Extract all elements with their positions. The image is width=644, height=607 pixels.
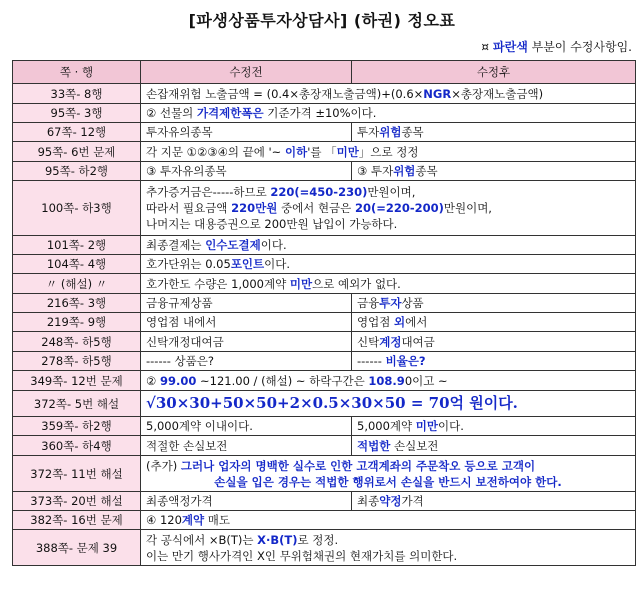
cell-after: [352, 123, 636, 142]
cell-text: 호가단위는 0.05: [146, 257, 231, 271]
cell-after: [352, 417, 636, 436]
cell-after: [352, 492, 636, 511]
correction-text: 투자: [379, 296, 402, 310]
cell-full: [141, 391, 636, 417]
cell-line: [146, 184, 630, 200]
cell-text: 최종액정가격: [146, 494, 213, 508]
note-text: 부분이 수정사항임.: [527, 40, 632, 54]
formula-text: √30×30+50×50+2×0.5×30×50 = 70억 원이다.: [146, 394, 518, 412]
cell-full: [141, 274, 636, 294]
cell-full: [141, 511, 636, 530]
cell-full: [141, 84, 636, 104]
cell-text: ------ 상품은?: [146, 354, 214, 368]
cell-line: [146, 474, 630, 490]
row-location: 360쪽- 하4행: [13, 436, 141, 456]
row-location: 349쪽- 12번 문제: [13, 371, 141, 391]
table-row: [13, 530, 636, 566]
cell-text: 으로 예외가 없다.: [312, 276, 401, 291]
cell-text: 이다.: [260, 238, 287, 252]
cell-text: 적절한 손실보전: [146, 438, 228, 453]
correction-text: 가격제한폭은: [196, 106, 264, 120]
cell-text: 만원이며,: [443, 201, 492, 215]
cell-text: 추가증거금은-----하므로: [146, 185, 271, 199]
cell-line: [146, 216, 630, 232]
correction-text: 손실을 입은 경우는 적법한 행위로서 손실을 반드시 보전하여야 한다.: [214, 474, 562, 489]
correction-text: 220(=450-230): [270, 185, 368, 199]
correction-text: 220만원: [231, 201, 278, 215]
correction-text: 외: [393, 315, 406, 329]
table-row: [13, 417, 636, 436]
cell-text: 손잡재위험 노출금액 = (0.4×총장재노출금액)+(0.6×: [146, 86, 424, 101]
cell-text: 나머지는 대용증권으로 200만원 납입이 가능하다.: [146, 217, 398, 231]
table-row: [13, 236, 636, 255]
header-after: 수정후: [352, 61, 636, 84]
cell-text: ② 선물의: [146, 106, 197, 120]
cell-text: 종목: [415, 164, 438, 178]
correction-text: 포인트: [230, 257, 265, 271]
cell-text: 에서: [405, 315, 428, 329]
row-location: 67쪽- 12행: [13, 123, 141, 142]
cell-line: [146, 532, 630, 548]
row-location: 359쪽- 하2행: [13, 417, 141, 436]
correction-text: NGR: [423, 86, 452, 101]
cell-text: ④ 120: [146, 513, 182, 527]
cell-text: 최종결제는: [146, 238, 206, 252]
table-row: [13, 391, 636, 417]
cell-text: 손실보전: [390, 438, 439, 453]
cell-before: [141, 294, 352, 313]
note-mark: ¤: [481, 40, 490, 54]
cell-text: ③ 투자유의종목: [146, 164, 227, 178]
table-row: [13, 123, 636, 142]
row-location: 95쪽- 하2행: [13, 162, 141, 181]
cell-text: 상품: [401, 296, 424, 310]
cell-text: 투자유의종목: [146, 125, 213, 139]
cell-after: [352, 352, 636, 371]
cell-text: 따라서 필요금액: [146, 201, 232, 215]
cell-text: 가격: [401, 494, 424, 508]
cell-after: [352, 332, 636, 352]
cell-text: 0이고 ~: [404, 373, 448, 388]
correction-text: 108.9: [368, 373, 405, 388]
cell-text: 영업점: [357, 315, 394, 329]
cell-text: ×총장재노출금액): [451, 86, 544, 101]
cell-full: [141, 255, 636, 274]
cell-after: [352, 313, 636, 332]
cell-text: ~121.00 / (해설) ~ 하락구간은: [196, 373, 369, 388]
row-location: 382쪽- 16번 문제: [13, 511, 141, 530]
correction-text: 이하: [284, 144, 308, 159]
table-row: [13, 371, 636, 391]
correction-text: 미만: [336, 144, 359, 159]
table-row: [13, 456, 636, 492]
cell-text: 이다.: [438, 419, 464, 433]
cell-text: 5,000계약 이내이다.: [146, 419, 253, 433]
cell-after: [352, 436, 636, 456]
cell-text: 투자: [357, 125, 380, 139]
cell-line: [146, 200, 630, 216]
cell-text: 로 정정.: [297, 532, 339, 547]
correction-text: 위험: [393, 164, 416, 178]
correction-text: 적법한: [357, 438, 391, 453]
row-location: 373쪽- 20번 해설: [13, 492, 141, 511]
cell-before: [141, 436, 352, 456]
page-title: [파생상품투자상담사] (하권) 정오표: [188, 11, 456, 30]
cell-text: 금융: [357, 296, 380, 310]
cell-before: [141, 352, 352, 371]
row-location: 388쪽- 문제 39: [13, 530, 141, 566]
row-location: 104쪽- 4행: [13, 255, 141, 274]
cell-text: 이는 만기 행사가격인 X인 무위험채권의 현재가치를 의미한다.: [146, 548, 458, 563]
correction-text: 그러나 업자의 명백한 실수로 인한 고객계좌의 주문착오 등으로 고객이: [180, 458, 536, 473]
table-row: [13, 352, 636, 371]
note-blue-word: 파란색: [493, 40, 528, 54]
cell-full: [141, 104, 636, 123]
table-row: [13, 294, 636, 313]
cell-before: [141, 313, 352, 332]
correction-text: 계정: [379, 334, 402, 349]
cell-line: [146, 548, 630, 564]
header-location: 쪽 · 행: [13, 61, 141, 84]
row-location: 372쪽- 5번 해설: [13, 391, 141, 417]
row-location: 100쪽- 하3행: [13, 181, 141, 236]
row-location: 33쪽- 8행: [13, 84, 141, 104]
row-location: 95쪽- 3행: [13, 104, 141, 123]
table-row: [13, 313, 636, 332]
cell-after: [352, 294, 636, 313]
cell-text: 각 공식에서 ×B(T)는: [146, 532, 258, 547]
row-location: 278쪽- 하5행: [13, 352, 141, 371]
cell-text: 」으로 정정: [358, 144, 419, 159]
table-row: [13, 332, 636, 352]
cell-text: 신탁개정대여금: [146, 334, 224, 349]
cell-full: [141, 456, 636, 492]
cell-text: 5,000계약: [357, 419, 416, 433]
cell-line: [146, 458, 630, 474]
cell-text: 최종: [357, 494, 380, 508]
cell-text: 대여금: [401, 334, 435, 349]
correction-text: 인수도결제: [205, 238, 261, 252]
cell-text: 영업점 내에서: [146, 315, 217, 329]
correction-text: 99.00: [159, 373, 197, 388]
table-row: [13, 511, 636, 530]
legend-note: [481, 38, 632, 55]
correction-text: 미만: [415, 419, 439, 433]
row-location: 95쪽- 6번 문제: [13, 142, 141, 162]
table-row: [13, 162, 636, 181]
cell-text: 중에서 현금은: [277, 201, 355, 215]
cell-full: [141, 236, 636, 255]
correction-text: X·B(T): [257, 532, 298, 547]
row-location: 219쪽- 9행: [13, 313, 141, 332]
cell-full: [141, 142, 636, 162]
correction-text: 미만: [289, 276, 313, 291]
row-location: 216쪽- 3행: [13, 294, 141, 313]
table-row: [13, 436, 636, 456]
cell-text: 호가한도 수량은 1,000계약: [146, 276, 290, 291]
cell-text: 각 지문 ①②③④의 끝에 '~: [146, 144, 285, 159]
table-row: [13, 492, 636, 511]
cell-text: ------: [357, 354, 386, 368]
cell-text: ③ 투자: [357, 164, 394, 178]
cell-text: (추가): [146, 458, 181, 473]
table-row: [13, 142, 636, 162]
cell-text: 만원이며,: [367, 185, 416, 199]
cell-text: 종목: [401, 125, 424, 139]
cell-after: [352, 162, 636, 181]
row-location: 372쪽- 11번 해설: [13, 456, 141, 492]
table-row: [13, 274, 636, 294]
cell-full: [141, 530, 636, 566]
correction-text: 20(=220-200): [354, 201, 444, 215]
table-row: [13, 181, 636, 236]
table-body: [13, 84, 636, 566]
correction-text: 계약: [181, 513, 205, 527]
row-location: 〃 (해설) 〃: [13, 274, 141, 294]
table-row: [13, 104, 636, 123]
correction-text: 위험: [379, 125, 402, 139]
table-header-row: [13, 61, 636, 84]
cell-text: 금융규제상품: [146, 296, 213, 310]
errata-table: [12, 60, 636, 566]
header-before: 수정전: [141, 61, 352, 84]
row-location: 101쪽- 2행: [13, 236, 141, 255]
cell-text: '를 「: [307, 144, 337, 159]
correction-text: 비율은?: [385, 354, 426, 368]
cell-before: [141, 492, 352, 511]
cell-full: [141, 371, 636, 391]
cell-text: 이다.: [264, 257, 291, 271]
table-row: [13, 255, 636, 274]
cell-text: 신탁: [357, 334, 380, 349]
cell-before: [141, 123, 352, 142]
cell-before: [141, 332, 352, 352]
cell-text: 기준가격 ±10%이다.: [263, 106, 377, 120]
cell-text: 매도: [204, 513, 231, 527]
cell-before: [141, 417, 352, 436]
row-location: 248쪽- 하5행: [13, 332, 141, 352]
correction-text: 약정: [379, 494, 402, 508]
table-row: [13, 84, 636, 104]
cell-text: ②: [146, 373, 160, 388]
cell-before: [141, 162, 352, 181]
cell-full: [141, 181, 636, 236]
